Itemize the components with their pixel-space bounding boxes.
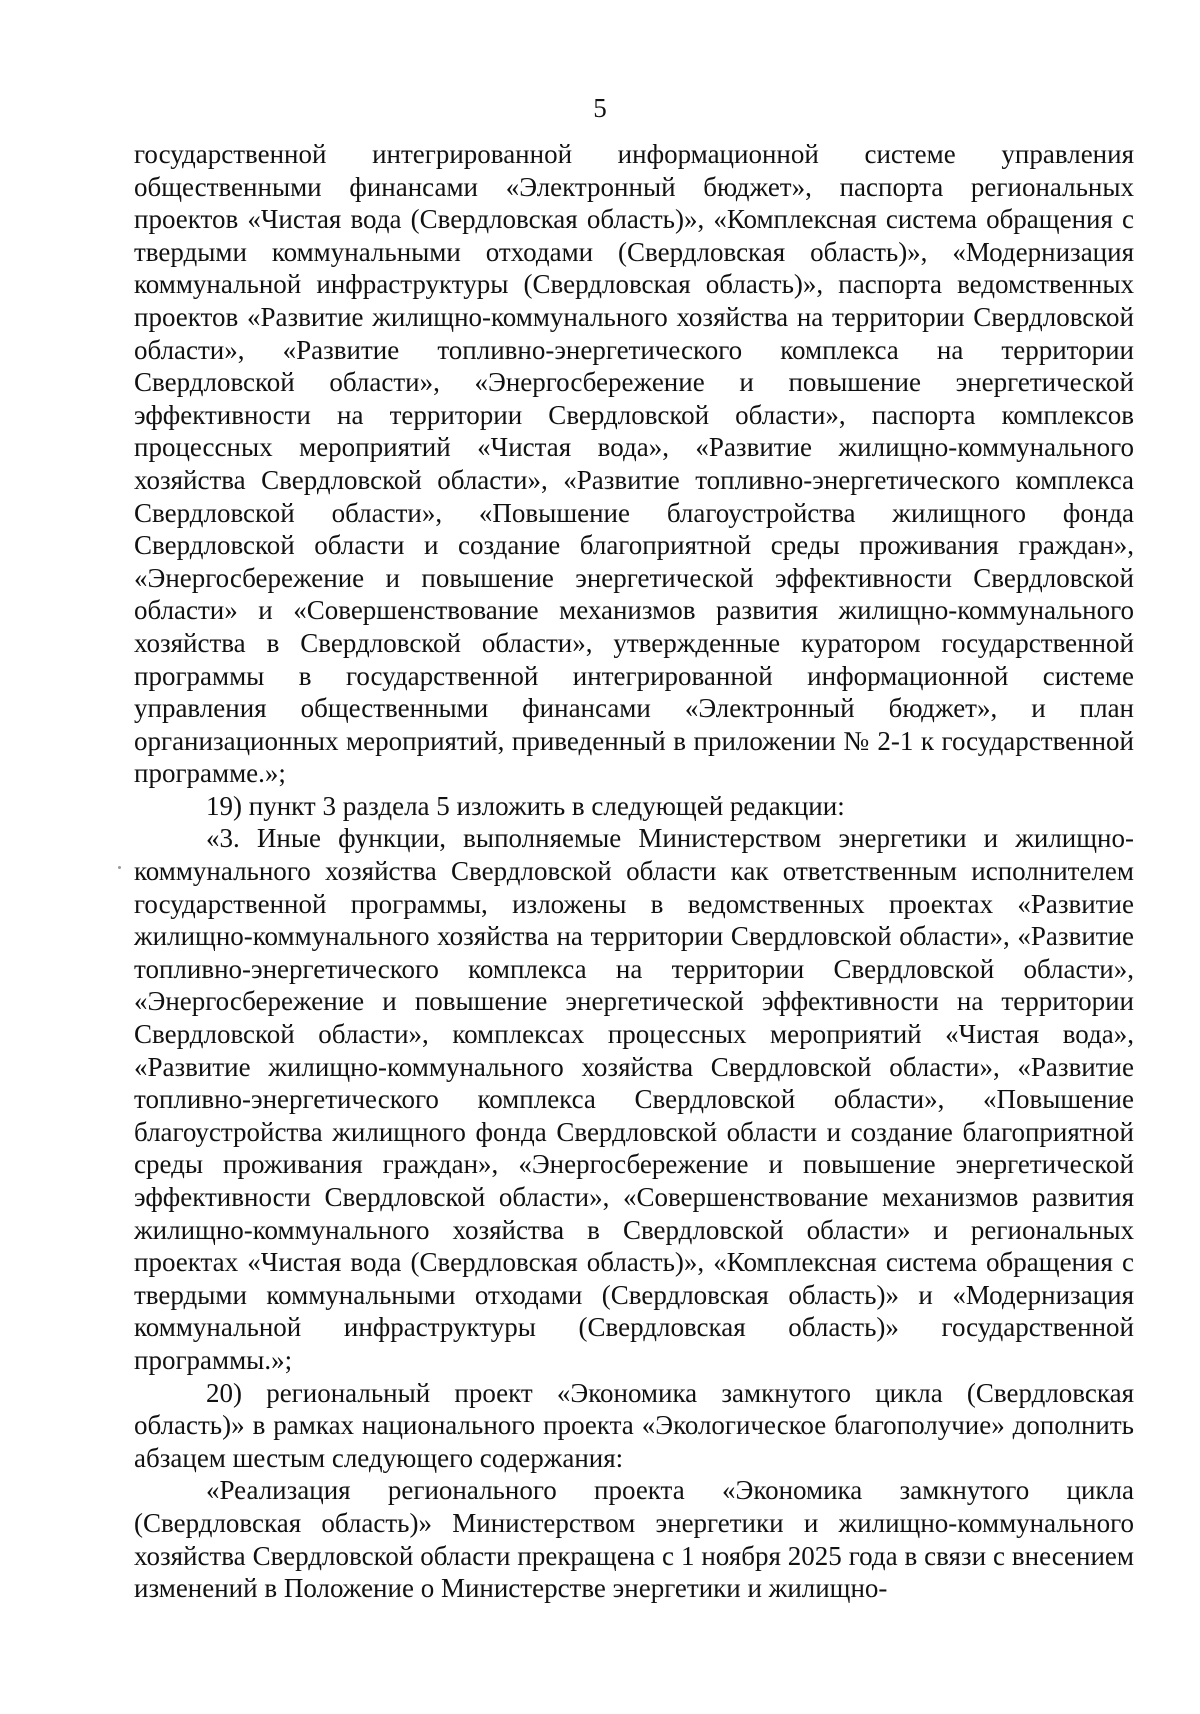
paragraph-item-19: 19) пункт 3 раздела 5 изложить в следующей редакции: bbox=[206, 790, 845, 821]
paragraph-item-3-text: «3. Иные функции, выполняемые Министерством энергетики и жилищно-коммунального хозяйства Свердловской области как ответственным исполнителем государственной программы, изложены в ведомственных проектах «Развитие жилищно-коммунального хозяйства на территории Свердловской области», «Развитие топливно-энергетического комплекса на территории Свердловской области», «Энергосбережение и повышение энергетической эффективности на территории Свердловской области», комплексах процессных мероприятий «Чистая вода», «Развитие жилищно-коммунального хозяйства Свердловской области», «Развитие топливно-энергетического комплекса Свердловской области», «Повышение благоустройства жилищного фонда Свердловской области и создание благоприятной среды проживания граждан», «Энергосбережение и повышение энергетической эффективности Свердловской области», «Совершенствование механизмов развития жилищно-коммунального хозяйства в Свердловской области» и региональных проектах «Чистая вода (Свердловская область)», «Комплексная система обращения с твердыми коммунальными отходами (Свердловская область)» и «Модернизация коммунальной инфраструктуры (Свердловская область)» государственной программы.»; bbox=[134, 823, 1134, 1375]
paragraph-item-20: 20) региональный проект «Экономика замкнутого цикла (Свердловская область)» в рамках национального проекта «Экологическое благополучие» дополнить абзацем шестым следующего содержания: bbox=[134, 1377, 1134, 1473]
margin-mark bbox=[118, 866, 121, 869]
paragraph-continuation: государственной интегрированной информационной системе управления общественными финансами «Электронный бюджет», паспорта региональных проектов «Чистая вода (Свердловская область)», «Комплексная система обращения с твердыми коммунальными отходами (Свердловская область)», «Модернизация коммунальной инфраструктуры (Свердловская область)», паспорта ведомственных проектов «Развитие жилищно-коммунального хозяйства на территории Свердловской области», «Развитие топливно-энергетического комплекса на территории Свердловской области», «Энергосбережение и повышение энергетической эффективности на территории Свердловской области», паспорта комплексов процессных мероприятий «Чистая вода», «Развитие жилищно-коммунального хозяйства Свердловской области», «Развитие топливно-энергетического комплекса Свердловской области», «Повышение благоустройства жилищного фонда Свердловской области и создание благоприятной среды проживания граждан», «Энергосбережение и повышение энергетической эффективности Свердловской области» и «Совершенствование механизмов развития жилищно-коммунального хозяйства в Свердловской области», утвержденные куратором государственной программы в государственной интегрированной информационной системе управления общественными финансами «Электронный бюджет», и план организационных мероприятий, приведенный в приложении № 2-1 к государственной программе.»; bbox=[134, 139, 1134, 789]
page-number: 5 bbox=[593, 93, 607, 123]
paragraph-quoted-addition: «Реализация регионального проекта «Экономика замкнутого цикла (Свердловская область)» Министерством энергетики и жилищно-коммунального хозяйства Свердловской области прекращена с 1 ноября 2025 года в связи с внесением изменений в Положение о Министерстве энергетики и жилищно- bbox=[134, 1475, 1134, 1604]
document-body bbox=[134, 138, 1134, 1605]
